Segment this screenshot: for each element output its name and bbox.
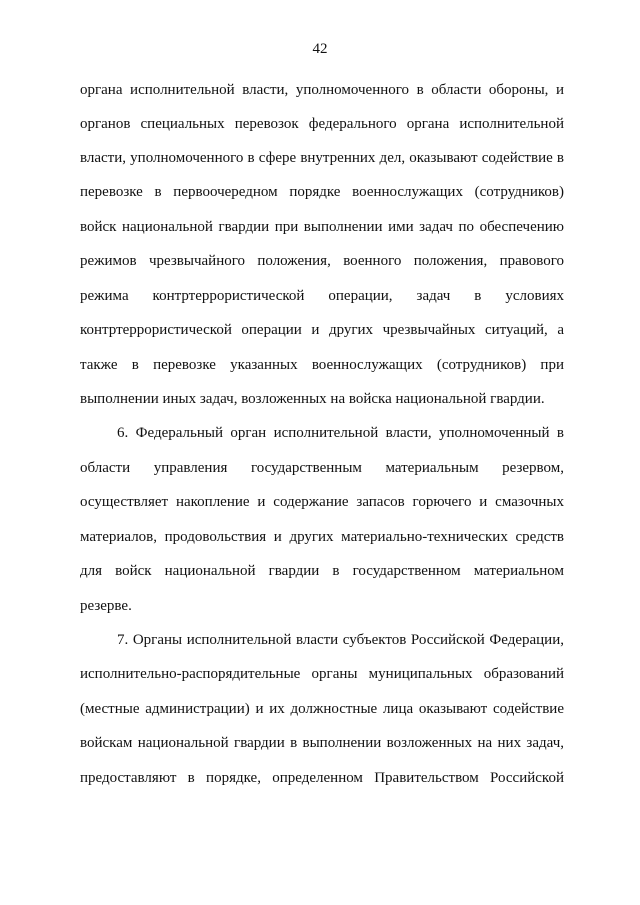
text-line: органа исполнительной власти, уполномоченного в области обороны, и — [80, 82, 564, 98]
text-line: осуществляет накопление и содержание запасов горючего и смазочных — [80, 494, 564, 510]
text-line: режима контртеррористической операции, задач в условиях — [80, 288, 564, 304]
paragraph-6-first-line: 6. Федеральный орган исполнительной власти, уполномоченный в — [117, 425, 564, 441]
text-line: для войск национальной гвардии в государственном материальном — [80, 563, 564, 579]
text-line: исполнительно-распорядительные органы муниципальных образований — [80, 666, 564, 682]
text-line: материалов, продовольствия и других материально-технических средств — [80, 529, 564, 545]
text-line: резерве. — [80, 598, 132, 614]
paragraph-7-first-line: 7. Органы исполнительной власти субъектов Российской Федерации, — [117, 632, 564, 648]
text-line: также в перевозке указанных военнослужащих (сотрудников) при — [80, 357, 564, 373]
text-line: войск национальной гвардии при выполнении ими задач по обеспечению — [80, 219, 564, 235]
text-line: войскам национальной гвардии в выполнении возложенных на них задач, — [80, 735, 564, 751]
text-line: власти, уполномоченного в сфере внутренних дел, оказывают содействие в — [80, 150, 564, 166]
text-line: (местные администрации) и их должностные лица оказывают содействие — [80, 701, 564, 717]
text-line: области управления государственным материальным резервом, — [80, 460, 564, 476]
text-line: режимов чрезвычайного положения, военного положения, правового — [80, 253, 564, 269]
text-line: перевозке в первоочередном порядке военнослужащих (сотрудников) — [80, 184, 564, 200]
page-number: 42 — [312, 41, 328, 57]
text-line: выполнении иных задач, возложенных на войска национальной гвардии. — [80, 391, 545, 407]
text-line: органов специальных перевозок федерального органа исполнительной — [80, 116, 564, 132]
text-line: контртеррористической операции и других чрезвычайных ситуаций, а — [80, 322, 564, 338]
text-line: предоставляют в порядке, определенном Правительством Российской — [80, 770, 564, 786]
